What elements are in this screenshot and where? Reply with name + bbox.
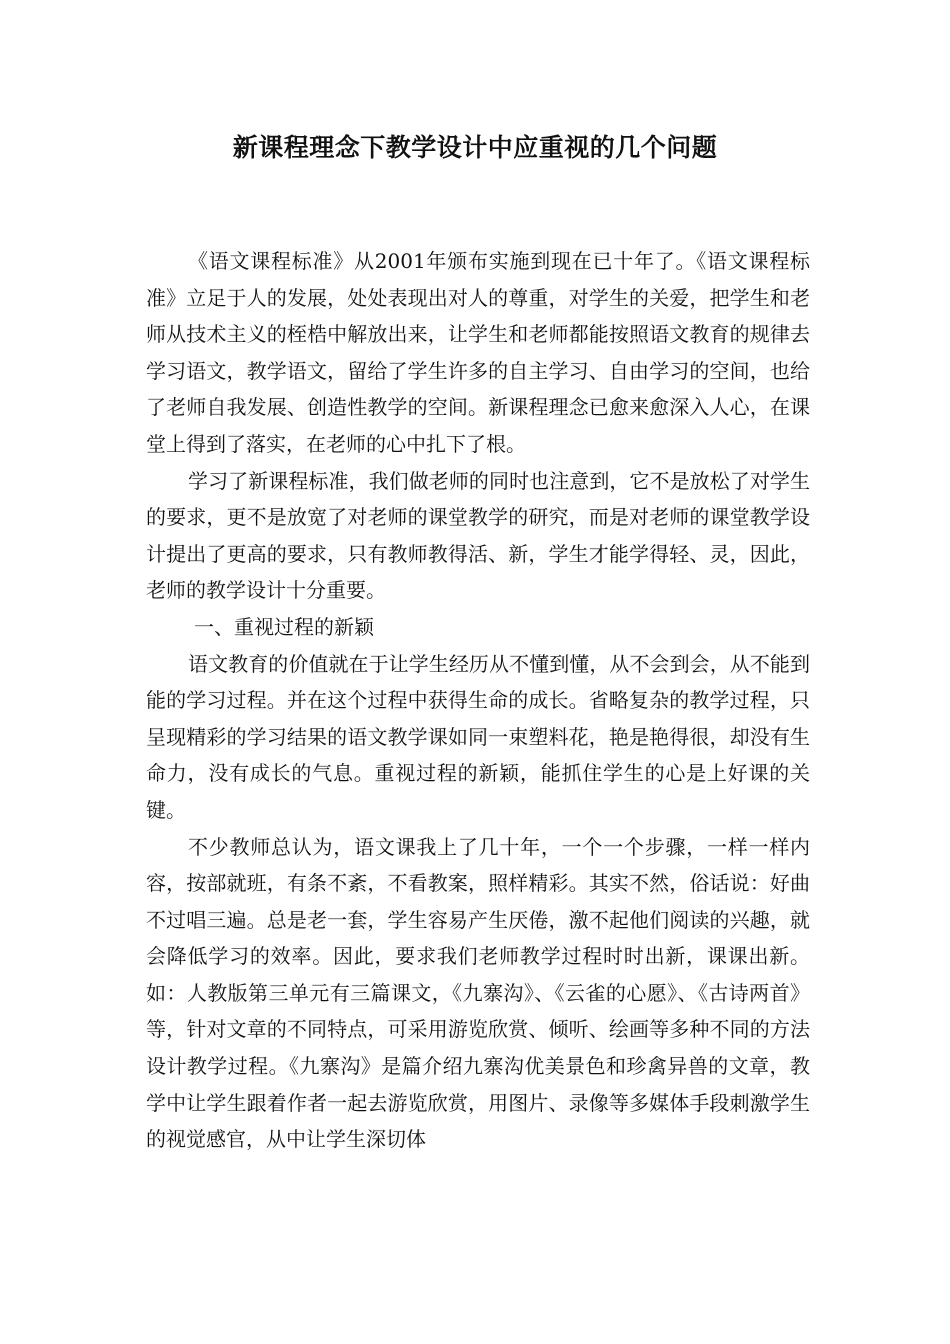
paragraph-process-novelty: 不少教师总认为，语文课我上了几十年，一个一个步骤，一样一样内容，按部就班，有条不紊，不看教案，照样精彩。其实不然，俗话说：好曲不过唱三遍。总是老一套，学生容易产生厌倦，激不起他们阅读的兴趣，就会降低学习的效率。因此，要求我们老师教学过程时时出新，课课出新。如：人教版第三单元有三篇课文，《九寨沟》、《云雀的心愿》、《古诗两首》等，针对文章的不同特点，可采用游览欣赏、倾听、绘画等多种不同的方法设计教学过程。《九寨沟》是篇介绍九寨沟优美景色和珍禽异兽的文章，教学中让学生跟着作者一起去游览欣赏，用图片、录像等多媒体手段刺激学生的视觉感官，从中让学生深切体 [146,834,810,1152]
document-body [146,243,810,1158]
paragraph-intro: 《语文课程标准》从2001年颁布实施到现在已十年了。《语文课程标准》立足于人的发展，处处表现出对人的尊重，对学生的关爱，把学生和老师从技术主义的桎梏中解放出来，让学生和老师都能按照语文教育的规律去学习语文，教学语文，留给了学生许多的自主学习、自由学习的空间，也给了老师自我发展、创造性教学的空间。新课程理念已愈来愈深入人心，在课堂上得到了落实，在老师的心中扎下了根。 [146,249,810,456]
document-title: 新课程理念下教学设计中应重视的几个问题 [232,133,718,162]
section-heading: 一、重视过程的新颖 [194,614,374,639]
paragraph-standard: 学习了新课程标准，我们做老师的同时也注意到，它不是放松了对学生的要求，更不是放宽了对老师的课堂教学的研究，而是对老师的课堂教学设计提出了更高的要求，只有教师教得活、新，学生才能学得轻、灵，因此，老师的教学设计十分重要。 [146,468,810,603]
paragraph-process-value: 语文教育的价值就在于让学生经历从不懂到懂，从不会到会，从不能到能的学习过程。并在这个过程中获得生命的成长。省略复杂的教学过程，只呈现精彩的学习结果的语文教学课如同一束塑料花，艳是艳得很，却没有生命力，没有成长的气息。重视过程的新颖，能抓住学生的心是上好课的关键。 [146,651,810,822]
